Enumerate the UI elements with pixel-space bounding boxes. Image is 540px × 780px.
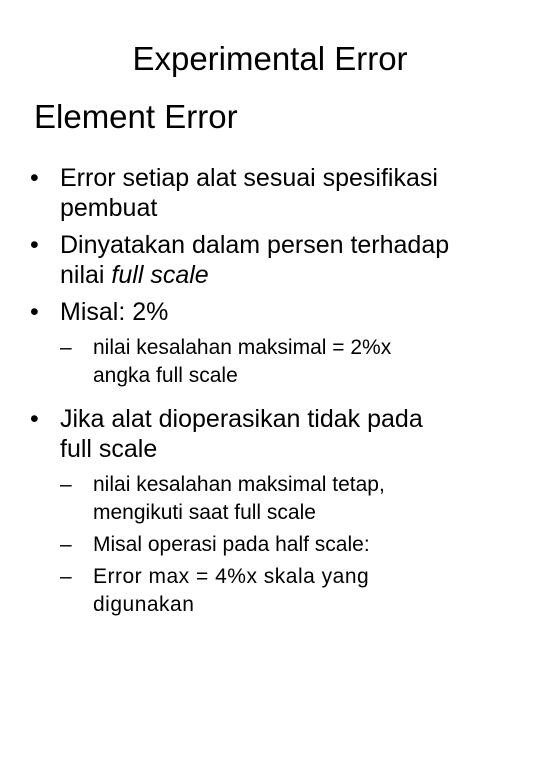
dash-icon: – — [60, 565, 72, 588]
bullet-text-line: full scale — [60, 435, 158, 463]
bullet-text-line: Dinyatakan dalam persen terhadap — [60, 231, 450, 259]
spacer — [30, 394, 520, 404]
sub-bullet-item — [30, 334, 520, 390]
bullet-text: nilai — [60, 261, 112, 289]
slide-subtitle: Element Error — [34, 98, 238, 135]
bullet-text-line: Misal: 2% — [60, 298, 169, 326]
dash-icon: – — [60, 533, 72, 556]
sub-bullet-text-line: digunakan — [93, 593, 195, 616]
sub-bullet-item — [30, 563, 520, 619]
sub-bullet-item — [30, 531, 520, 559]
bullet-item — [30, 230, 520, 290]
sub-bullet-text-line: angka full scale — [93, 364, 238, 387]
bullet-item — [30, 297, 520, 327]
bullet-text-line: pembuat — [60, 194, 158, 222]
bullet-dot-icon: • — [30, 231, 39, 259]
sub-bullet-text-line: Misal operasi pada half scale: — [93, 533, 370, 556]
bullet-text-line: Jika alat dioperasikan tidak pada — [60, 405, 423, 433]
dash-icon: – — [60, 336, 72, 359]
bullet-dot-icon: • — [30, 298, 39, 326]
sub-bullet-text-line: Error max = 4%x skala yang — [93, 565, 370, 588]
bullet-dot-icon: • — [30, 164, 39, 192]
bullet-item — [30, 404, 520, 464]
sub-bullet-text-line: mengikuti saat full scale — [93, 501, 316, 524]
bullet-text-emphasis: full scale — [111, 261, 209, 289]
bullet-dot-icon: • — [30, 405, 39, 433]
bullet-text-line: Error setiap alat sesuai spesifikasi — [60, 164, 438, 192]
sub-bullet-text-line: nilai kesalahan maksimal tetap, — [93, 473, 385, 496]
dash-icon: – — [60, 473, 72, 496]
slide-title: Experimental Error — [132, 40, 408, 77]
bullet-text-line — [60, 260, 520, 290]
bullet-list — [30, 163, 520, 623]
bullet-item — [30, 163, 520, 223]
sub-bullet-item — [30, 471, 520, 527]
sub-bullet-text-line: nilai kesalahan maksimal = 2%x — [93, 336, 392, 359]
